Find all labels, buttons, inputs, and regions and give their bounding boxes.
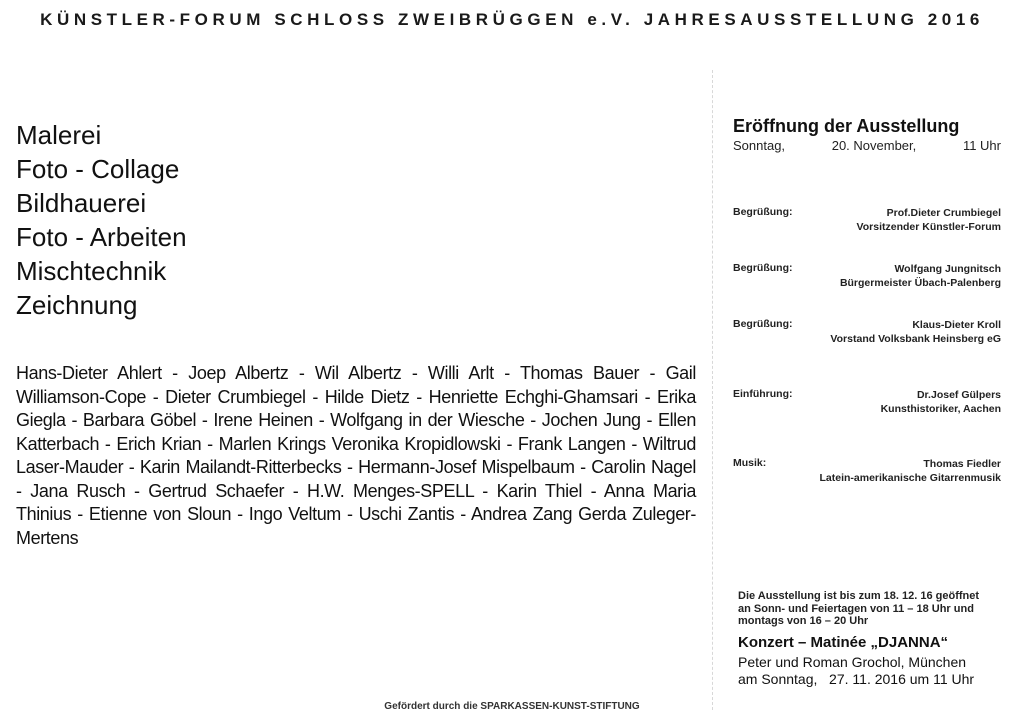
speaker-name: Dr.Josef Gülpers [916, 389, 1001, 401]
opening-hours-line: Die Ausstellung ist bis zum 18. 12. 16 geöffnet [738, 590, 980, 602]
program-speaker [840, 262, 1001, 290]
speaker-name: Klaus-Dieter Kroll [912, 319, 1001, 331]
concert-title: Konzert – Matinée „DJANNA“ [738, 634, 949, 651]
category-item: Foto - Collage [16, 154, 180, 184]
opening-block [733, 116, 1001, 153]
speaker-detail: Latein-amerikanische Gitarrenmusik [819, 472, 1001, 484]
speaker-name: Prof.Dieter Crumbiegel [886, 207, 1001, 219]
speaker-detail: Vorstand Volksbank Heinsberg eG [830, 333, 1001, 345]
concert-date: am Sonntag, 27. 11. 2016 um 11 Uhr [738, 671, 975, 687]
program-entry [733, 206, 1001, 234]
speaker-detail: Kunsthistoriker, Aachen [880, 403, 1001, 415]
program-speaker [857, 206, 1002, 234]
program-entry [733, 388, 1001, 416]
opening-date [733, 138, 1001, 153]
program-speaker [820, 457, 1002, 485]
category-item: Bildhauerei [16, 188, 147, 218]
opening-time: 11 Uhr [962, 138, 1001, 153]
opening-day: Sonntag, [733, 138, 786, 153]
artist-list: Hans-Dieter Ahlert - Joep Albertz - Wil Albertz - Willi Arlt - Thomas Bauer - Gail Williamson-Cope - Dieter Crumbiegel - Hilde Dietz - Henriette Echghi-Ghamsari - Erika Giegla - Barbara Göbel - Irene Heinen - Wolfgang in der Wiesche - Jochen Jung - Ellen Katterbach - Erich Krian - Marlen Krings Veronika Kropidlowski - Frank Langen - Wiltrud Laser-Mauder - Karin Mailandt-Ritterbecks - Hermann-Josef Mispelbaum - Carolin Nagel - Jana Rusch - Gertrud Schaefer - H.W. Menges-SPELL - Karin Thiel - Anna Maria Thinius - Etienne von Sloun - Ingo Veltum - Uschi Zantis - Andrea Zang Gerda Zuleger-Mertens [16, 363, 696, 548]
sponsor-footer: Gefördert durch die SPARKASSEN-KUNST-STIFTUNG [384, 701, 640, 712]
category-item: Zeichnung [16, 290, 138, 320]
program-role: Einführung: [733, 388, 793, 400]
speaker-name: Wolfgang Jungnitsch [894, 263, 1001, 275]
opening-hours-line: montags von 16 – 20 Uhr [738, 615, 869, 627]
program-role: Begrüßung: [733, 262, 793, 274]
opening-title: Eröffnung der Ausstellung [733, 116, 960, 136]
category-list [16, 118, 187, 322]
category-item: Mischtechnik [16, 256, 167, 286]
opening-date-value: 20. November, [831, 138, 917, 153]
category-item: Malerei [16, 120, 102, 150]
opening-hours [738, 590, 1002, 628]
program-role: Musik: [733, 457, 767, 469]
program-role: Begrüßung: [733, 318, 793, 330]
header-title: KÜNSTLER-FORUM SCHLOSS ZWEIBRÜGGEN e.V. JAHRESAUSSTELLUNG 2016 [40, 10, 984, 29]
program-entry [733, 262, 1001, 290]
program-speaker [830, 318, 1001, 346]
program-entry [733, 457, 1001, 485]
program-speaker [881, 388, 1001, 416]
speaker-detail: Bürgermeister Übach-Palenberg [839, 277, 1001, 289]
fold-line [712, 70, 713, 710]
speaker-name: Thomas Fiedler [923, 458, 1001, 470]
program-role: Begrüßung: [733, 206, 793, 218]
concert-performers: Peter und Roman Grochol, München [738, 654, 967, 670]
speaker-detail: Vorsitzender Künstler-Forum [856, 221, 1001, 233]
category-item: Foto - Arbeiten [16, 222, 187, 252]
program-entry [733, 318, 1001, 346]
opening-hours-line: an Sonn- und Feiertagen von 11 – 18 Uhr und [738, 602, 974, 615]
